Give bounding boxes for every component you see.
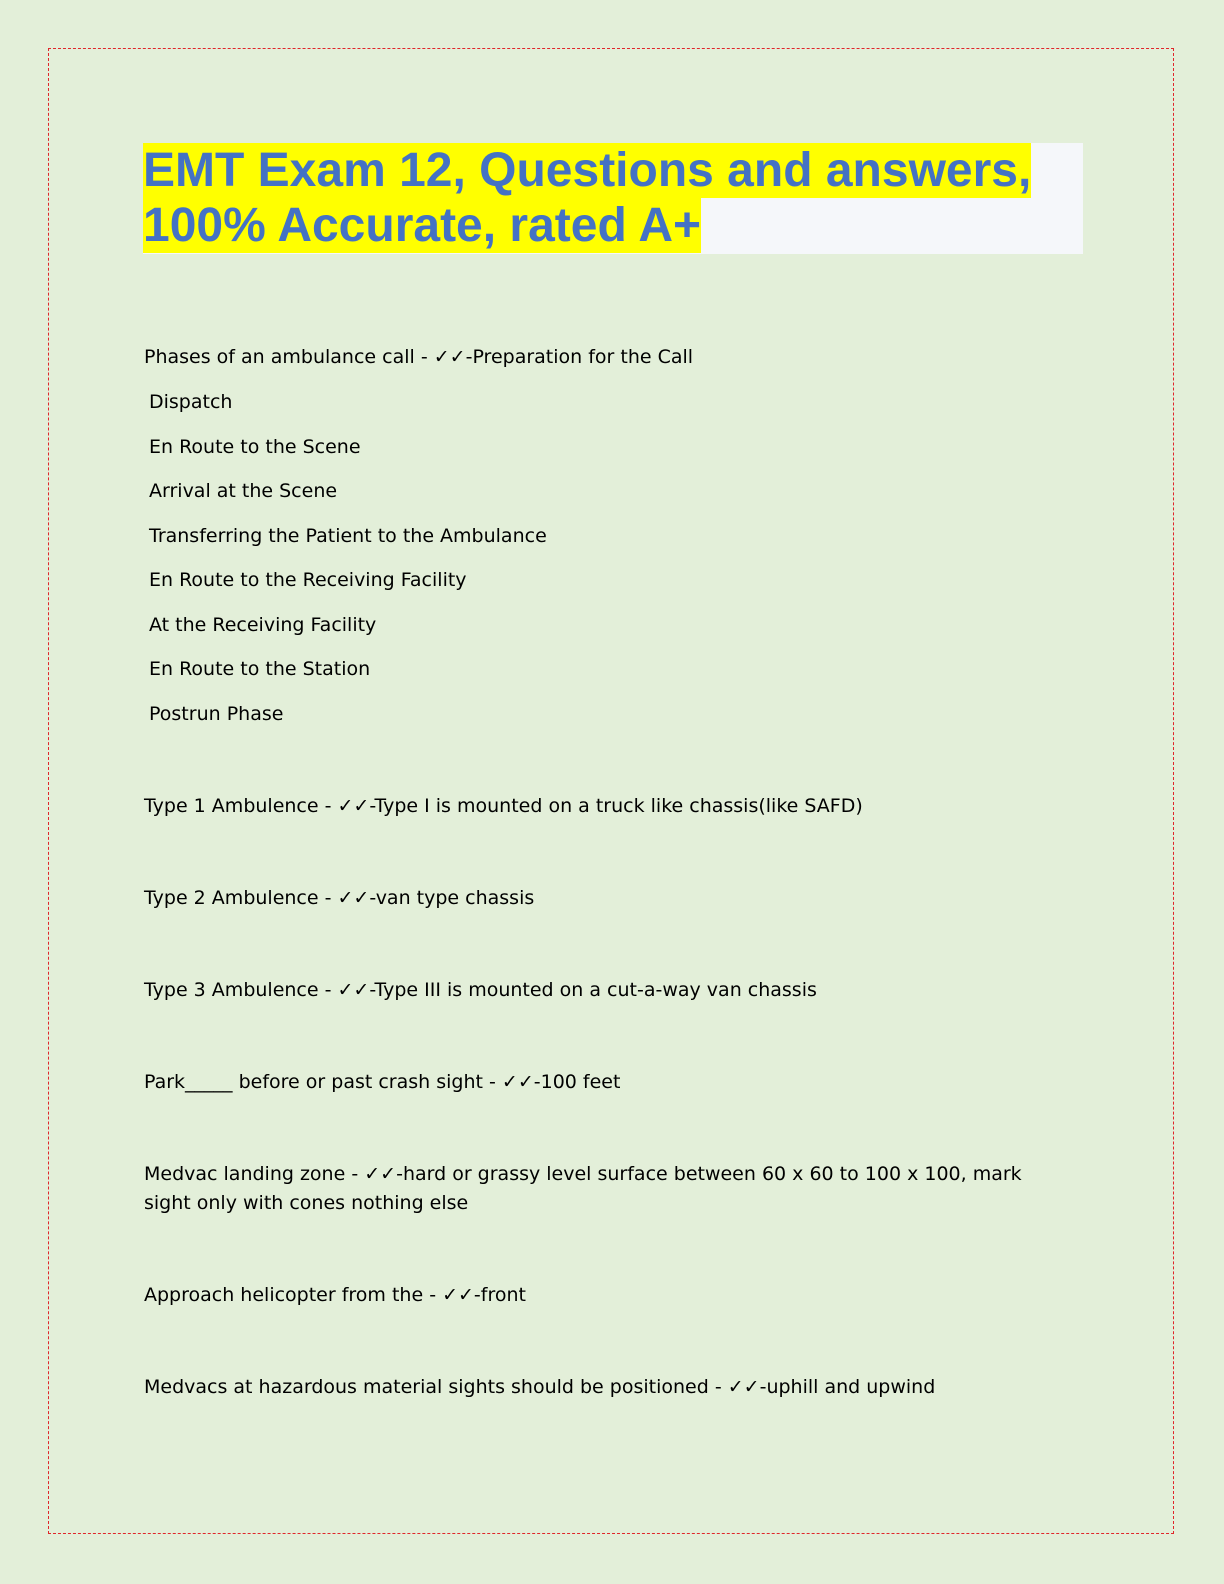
question-text: Type 3 Ambulence: [144, 979, 319, 1001]
qa-item-type1: [144, 795, 863, 817]
answer-list-item: At the Receiving Facility: [149, 614, 377, 636]
question-text: Approach helicopter from the: [144, 1284, 424, 1306]
question-text: Type 2 Ambulence: [144, 887, 319, 909]
qa-item-approach-helicopter: [144, 1284, 526, 1306]
page-border: [48, 48, 1174, 1534]
answer-list-item: Postrun Phase: [149, 703, 284, 725]
question-text: Phases of an ambulance call: [144, 346, 415, 368]
question-text: Park_____ before or past crash sight: [144, 1071, 483, 1093]
check-separator: - ✓✓-: [423, 1284, 481, 1306]
answer-text: Type I is mounted on a truck like chassis(like SAFD): [374, 795, 863, 817]
qa-item-type3: [144, 979, 817, 1001]
check-separator: - ✓✓-: [708, 1376, 767, 1398]
answer-list-item: Transferring the Patient to the Ambulance: [149, 525, 547, 547]
answer-text: uphill and upwind: [766, 1376, 936, 1398]
answer-text: Type III is mounted on a cut-a-way van chassis: [374, 979, 817, 1001]
answer-list-item: Arrival at the Scene: [149, 480, 338, 502]
question-text: Medvacs at hazardous material sights should be positioned: [144, 1376, 709, 1398]
qa-item-medvac-hazmat: [144, 1376, 935, 1398]
check-separator: - ✓✓-: [318, 887, 376, 909]
check-separator: - ✓✓-: [318, 795, 375, 817]
check-separator: - ✓✓-: [414, 346, 473, 368]
qa-item-medvac-landing: [144, 1160, 1074, 1218]
question-text: Type 1 Ambulence: [144, 795, 319, 817]
answer-list-item: En Route to the Scene: [149, 436, 361, 458]
title-line-2: 100% Accurate, rated A+: [143, 199, 702, 252]
check-separator: - ✓✓-: [345, 1163, 403, 1185]
answer-text: hard or grassy level surface between 60 x 60 to 100 x 100, mark sight only with cones nothing else: [144, 1163, 1022, 1214]
answer-text: van type chassis: [375, 887, 535, 909]
check-separator: - ✓✓-: [318, 979, 375, 1001]
qa-item-phases: [144, 346, 693, 368]
question-text: Medvac landing zone: [144, 1163, 346, 1185]
answer-list-item: Dispatch: [149, 391, 233, 413]
check-separator: - ✓✓-: [482, 1071, 541, 1093]
qa-item-type2: [144, 887, 534, 909]
answer-text: Preparation for the Call: [472, 346, 694, 368]
document-title: [143, 143, 1083, 254]
qa-item-park: [144, 1071, 620, 1093]
answer-text: front: [480, 1284, 526, 1306]
title-line-1: EMT Exam 12, Questions and answers,: [143, 144, 1032, 197]
answer-text: 100 feet: [540, 1071, 621, 1093]
answer-list-item: En Route to the Receiving Facility: [149, 569, 467, 591]
answer-list-item: En Route to the Station: [149, 658, 371, 680]
